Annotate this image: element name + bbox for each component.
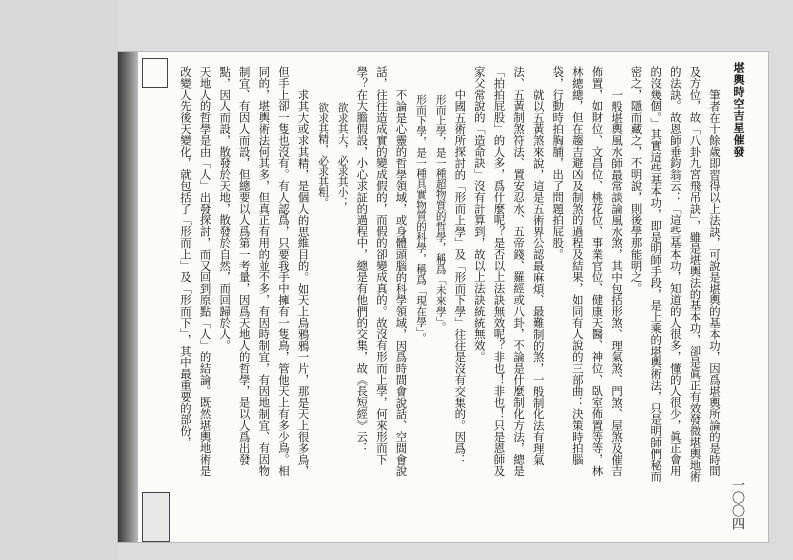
paragraph: 筆者在十餘歲即習得以上法訣，可說是堪輿的基本功，因爲堪輿所論的是時間及方位，故「八卦九宮飛吊訣」，雖是堪輿法的基本功，卻是眞正有效發微堪輿地術的法訣。故恩師垂鈞翁云：「這些基本功，知道的人很多，懂的人很少，眞正會用的沒幾個。」其實這些基本功，即是明師手段，是上乘的堪輿術法，只是明師們秘而密之，隱而藏之，不明說，則後學那能明之。 [629, 66, 722, 483]
scan-margin [0, 0, 118, 560]
definition-line: 形而下學，是一種具實物質的科學，稱爲「現在學」。 [415, 93, 428, 343]
paragraph: 不論是心靈的哲學領域，或身體頭腦的科學領域，因爲時間會說話、空間會說話，往往造成實的變成假的，而假的卻變成真的。故沒有形而上學，何來形而下學？在大膽假設，小心求証的過程中，總是有他們的交集，故《長短經》云： [355, 66, 409, 477]
binding-mark-bottom [142, 492, 170, 542]
paragraph: 中國五術所探討的「形而上學」及「形而下學」往往是沒有交集的。因爲： [453, 88, 468, 465]
paragraph: 求其大或求其精，是個人的思維目的。如天上鳥鴉鴉一片，那是天上很多鳥，但手上卻一隻也沒有。有人認爲，只要我手中擁有一隻鳥，管他天上有多少鳥。相同的，堪輿術法何其多，但真正有用的並不多，有因時制宜，有因地制宜、有因物制宜、有因人而設，但總要以人爲第一考量，因爲天地人的哲學，是以人爲出發點，因人而設，散發於天地，散發於自然，而回歸於人。 [218, 66, 311, 477]
quotation-line: 欲求其精，必求其粗。 [317, 102, 330, 209]
paragraph: 一般堪輿風水師最常談論風水煞，其中包括形煞、理氣煞、門煞、屋煞及催吉佈置，如財位、文昌位、桃花位、事業官位、健康天醫、神位、臥室佈置等等，林林總總，但在趨吉避凶及制煞的過程及結果，如同有人說的三部曲：決策時拍腦袋，行動時拍胸脯，出了問題拍屁股。 [551, 66, 625, 477]
book-gutter [118, 52, 138, 542]
page-number: 一〇〇四 [729, 478, 744, 530]
paragraph: 天地人的哲學是由「人」出發探討，而又回到原點「人」的結論。既然堪輿地術是改變人先後天變化，就包括了「形而上」及「形而下」，其中最重要的部份， [178, 66, 213, 477]
definition-line: 形而上學，是一種超物質的哲學，稱爲「未來學」。 [434, 93, 447, 333]
quotation-line: 欲求其大，必求其小； [336, 102, 349, 209]
running-header: 堪輿時空吉星催發 [732, 62, 745, 158]
paragraph: 就以五黃煞來說，這是五術界公認最麻煩、最難制的煞，一般制化法有理氣法、五黃制煞符法、置安忍水、五帝錢、羅經或八卦，不論是什麼制化方法，總是「拍拍屁股」的人多，爲什麼呢？是否以上法訣無效呢？非也！非也！只是恩師及家父常說的「造命訣」沒有計算到，故以上法訣統統無效。 [472, 66, 546, 477]
page-body [150, 66, 724, 486]
